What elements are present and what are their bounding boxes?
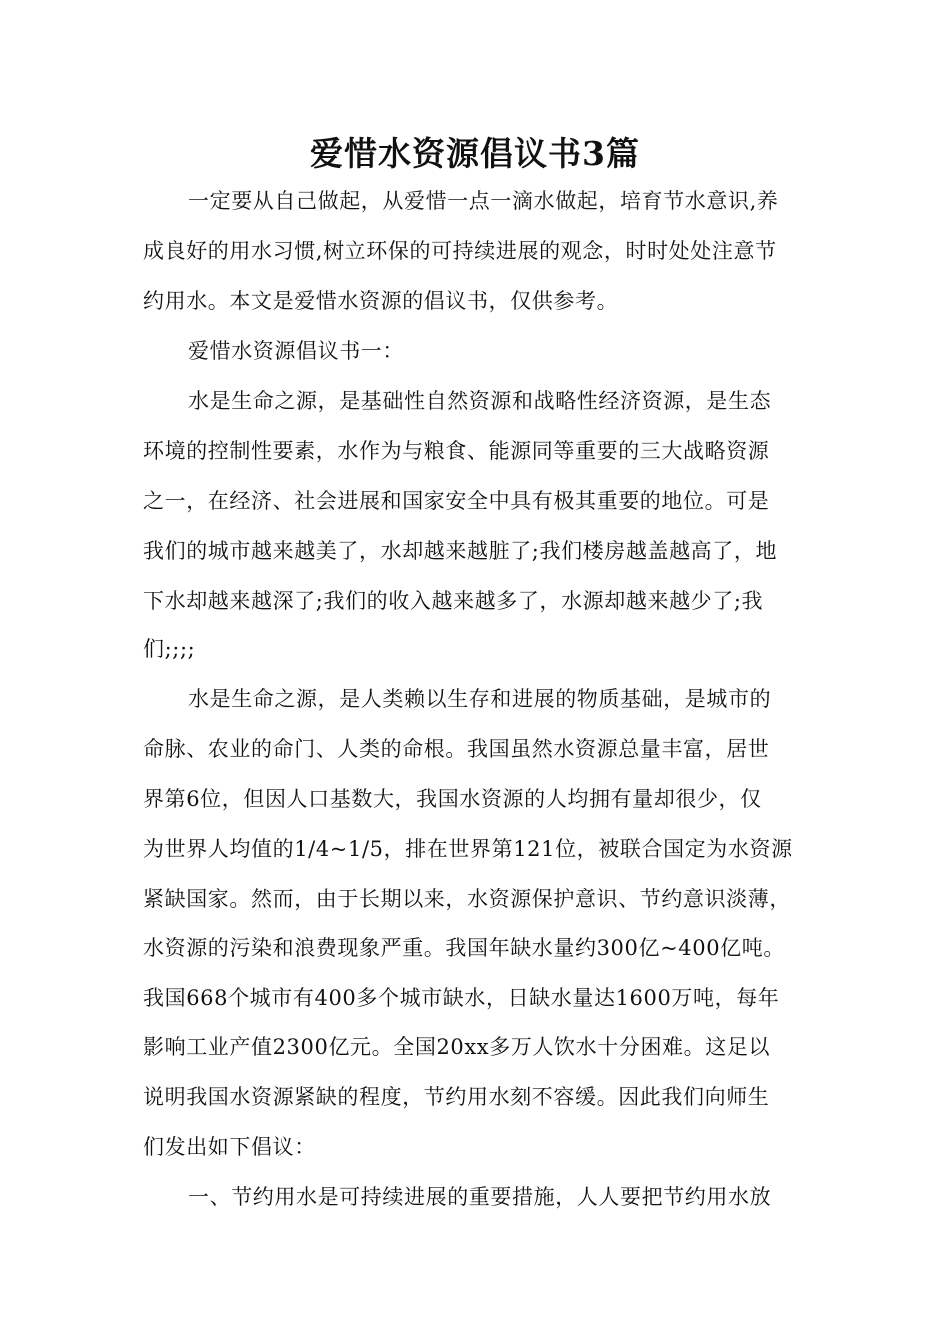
paragraph-line: 成良好的用水习惯,树立环保的可持续进展的观念，时时处处注意节 <box>143 239 777 263</box>
paragraph-line: 之一，在经济、社会进展和国家安全中具有极其重要的地位。可是 <box>143 489 770 513</box>
section-heading: 爱惜水资源倡议书一： <box>188 339 404 363</box>
paragraph-line: 一、节约用水是可持续进展的重要措施，人人要把节约用水放 <box>188 1185 772 1209</box>
paragraph-line: 们发出如下倡议： <box>143 1135 316 1159</box>
paragraph-line: 水是生命之源，是基础性自然资源和战略性经济资源，是生态 <box>188 389 772 413</box>
paragraph-line: 环境的控制性要素，水作为与粮食、能源同等重要的三大战略资源 <box>143 439 770 463</box>
paragraph-line: 我们的城市越来越美了，水却越来越脏了;我们楼房越盖越高了，地 <box>143 539 778 563</box>
paragraph-line: 约用水。本文是爱惜水资源的倡议书，仅供参考。 <box>143 289 619 313</box>
paragraph-line: 水是生命之源，是人类赖以生存和进展的物质基础，是城市的 <box>188 687 772 711</box>
paragraph-line: 为世界人均值的1/4~1/5，排在世界第121位，被联合国定为水资源 <box>143 837 793 861</box>
paragraph-line: 水资源的污染和浪费现象严重。我国年缺水量约300亿~400亿吨。 <box>143 936 785 960</box>
paragraph-line: 紧缺国家。然而，由于长期以来，水资源保护意识、节约意识淡薄， <box>143 887 791 911</box>
paragraph-line: 我国668个城市有400多个城市缺水，日缺水量达1600万吨，每年 <box>143 986 780 1010</box>
paragraph-line: 下水却越来越深了;我们的收入越来越多了，水源却越来越少了;我 <box>143 589 764 613</box>
paragraph-line: 界第6位，但因人口基数大，我国水资源的人均拥有量却很少，仅 <box>143 787 762 811</box>
paragraph-line: 们;;;; <box>143 637 196 661</box>
paragraph-line: 命脉、农业的命门、人类的命根。我国虽然水资源总量丰富，居世 <box>143 737 770 761</box>
paragraph-line: 一定要从自己做起，从爱惜一点一滴水做起，培育节水意识,养 <box>188 189 779 213</box>
document-title: 爱惜水资源倡议书3篇 <box>310 134 640 173</box>
paragraph-line: 说明我国水资源紧缺的程度，节约用水刻不容缓。因此我们向师生 <box>143 1085 770 1109</box>
paragraph-line: 影响工业产值2300亿元。全国20xx多万人饮水十分困难。这足以 <box>143 1035 771 1059</box>
